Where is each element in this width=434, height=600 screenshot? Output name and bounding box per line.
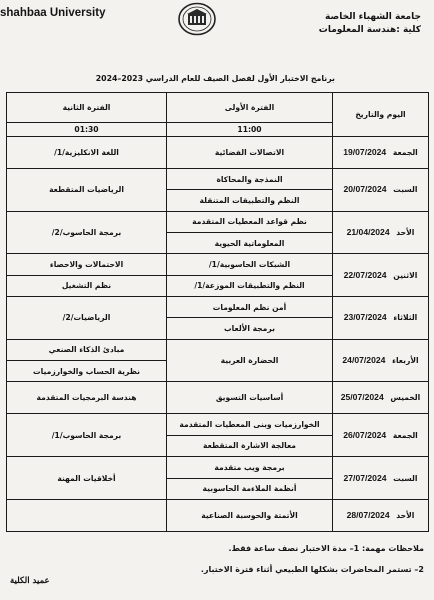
day-date: 22/07/2024 (343, 269, 387, 280)
day-date: 23/07/2024 (343, 312, 387, 323)
note-1 (201, 538, 424, 559)
header-time1: 11:00 (167, 123, 333, 137)
exam-schedule-table (6, 92, 429, 532)
period1-subject: الاتصالات الفضائية (167, 137, 333, 169)
period2-subject: برمجة الحاسوب/1/ (7, 414, 167, 457)
period1-subject: النظم والتطبيقات الموزعة/1/ (167, 275, 333, 296)
day-name: الأحد (396, 228, 415, 238)
note-1-text: 1– مدة الاختبار نصف ساعة فقط. (228, 544, 360, 553)
university-name-ar: جامعة الشهباء الخاصة (325, 12, 421, 22)
day-cell (333, 339, 429, 382)
schedule-body (7, 137, 429, 532)
period1-subject: الحضارة العربية (167, 339, 333, 382)
table-row (7, 457, 429, 478)
note-2: 2– تستمر المحاضرات بشكلها الطبيعي أثناء فترة الاختبار. (200, 565, 424, 574)
day-cell (333, 382, 429, 414)
day-cell (333, 414, 429, 457)
period1-subject: النظم والتطبيقات المتنقلة (167, 190, 333, 211)
day-cell (333, 297, 429, 340)
table-row (7, 169, 429, 190)
period2-subject: مبادئ الذكاء الصنعي (7, 339, 167, 360)
faculty-name: كلية :هندسة المعلومات (318, 25, 421, 35)
period2-subject: نظم التشغيل (7, 275, 167, 296)
notes (201, 538, 424, 580)
day-name: الأحد (396, 510, 415, 520)
table-row (7, 254, 429, 275)
table-row (7, 414, 429, 435)
table-row (7, 499, 429, 531)
university-header-ar (319, 11, 421, 37)
day-date: 21/04/2024 (346, 227, 390, 238)
period1-subject: أمن نظم المعلومات (167, 297, 333, 318)
header-time2: 01:30 (7, 123, 167, 137)
university-name-en: shahbaa University (0, 7, 106, 19)
period2-subject: اللغة الانكليزية/1/ (7, 137, 167, 169)
day-cell (333, 169, 429, 212)
day-date: 27/07/2024 (343, 472, 387, 483)
period1-subject: برمجة الألعاب (167, 318, 333, 339)
period1-subject: الشبكات الحاسوبية/1/ (167, 254, 333, 275)
table-row (7, 211, 429, 232)
period1-subject: نظم قواعد المعطيات المتقدمة (167, 211, 333, 232)
header-period1: الفترة الأولى (167, 93, 333, 123)
day-cell (333, 254, 429, 297)
dean-signature: عميد الكلية (10, 576, 50, 586)
table-row (7, 137, 429, 169)
header-day-date: اليوم والتاريخ (333, 93, 429, 137)
period2-subject (7, 499, 167, 531)
table-row (7, 382, 429, 414)
day-date: 24/07/2024 (342, 355, 386, 366)
period1-subject: النمذجة والمحاكاة (167, 169, 333, 190)
period2-subject: نظرية الحساب والخوارزميات (7, 361, 167, 382)
period2-subject: هندسة البرمجيات المتقدمة (7, 382, 167, 414)
period2-subject: أخلاقيات المهنة (7, 457, 167, 500)
university-logo (177, 2, 217, 36)
day-name: الأربعاء (392, 356, 419, 366)
day-cell (333, 457, 429, 500)
day-cell (333, 499, 429, 531)
period2-subject: برمجة الحاسوب/2/ (7, 211, 167, 254)
period2-subject: الرياضيات/2/ (7, 297, 167, 340)
day-name: السبت (393, 473, 418, 483)
table-row (7, 339, 429, 360)
day-cell (333, 211, 429, 254)
day-name: الثلاثاء (393, 313, 418, 323)
day-name: الخميس (390, 393, 421, 403)
period1-subject: الأتمتة والحوسبة الصناعية (167, 499, 333, 531)
schedule-title: برنامج الاختبار الأول لفصل الصيف للعام الدراسي 2023–2024 (95, 74, 335, 83)
day-date: 19/07/2024 (343, 147, 387, 157)
header-period2: الفترة الثانية (7, 93, 167, 123)
table-row (7, 297, 429, 318)
period2-subject: الرياضيات المتقطعة (7, 169, 167, 212)
day-date: 28/07/2024 (346, 509, 390, 520)
day-date: 20/07/2024 (343, 184, 387, 195)
period1-subject: برمجة ويب متقدمة (167, 457, 333, 478)
day-date: 26/07/2024 (343, 429, 387, 440)
day-name: الاثنين (393, 270, 418, 280)
period1-subject: الخوارزميات وبنى المعطيات المتقدمة (167, 414, 333, 435)
period1-subject: أساسيات التسويق (167, 382, 333, 414)
day-date: 25/07/2024 (340, 392, 384, 403)
period1-subject: معالجة الاشارة المتقطعة (167, 435, 333, 456)
day-name: السبت (393, 185, 418, 195)
notes-label: ملاحظات مهمة: (361, 544, 424, 553)
period1-subject: المعلوماتية الحيوية (167, 233, 333, 254)
period2-subject: الاحتمالات والاحصاء (7, 254, 167, 275)
period1-subject: أنظمة الملاءمة الحاسوبية (167, 478, 333, 499)
day-name: الجمعة (392, 430, 418, 440)
day-cell (333, 137, 429, 169)
day-name: الجمعة (392, 148, 418, 157)
